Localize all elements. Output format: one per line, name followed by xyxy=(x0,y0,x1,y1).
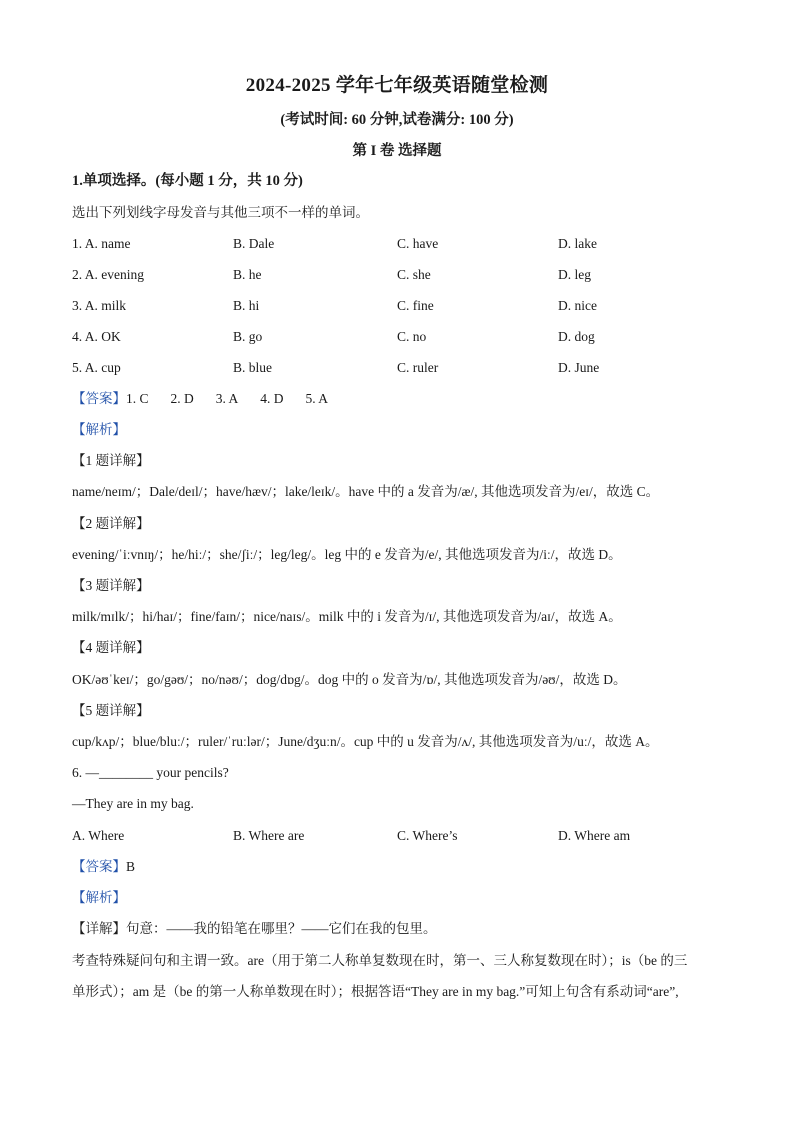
instruction: 选出下列划线字母发音与其他三项不一样的单词。 xyxy=(72,205,369,220)
option: B. Dale xyxy=(233,236,275,251)
answer-item: B xyxy=(126,859,136,874)
explanation-text: 考查特殊疑问句和主谓一致。are（用于第二人称单复数现在时，第一、三人称复数现在时）；is（be 的三 xyxy=(72,953,688,968)
option: D. Where am xyxy=(558,828,631,843)
option: C. she xyxy=(397,267,431,282)
detail-label: 【3 题详解】 xyxy=(72,578,150,593)
detail-text: milk/mɪlk/；hi/haɪ/；fine/faɪn/；nice/naɪs/。milk 中的 i 发音为/ɪ/, 其他选项发音为/aɪ/，故选 A。 xyxy=(72,609,622,624)
answer-item: 4. D xyxy=(260,391,284,406)
detail-label: 【4 题详解】 xyxy=(72,640,150,655)
answer-item: 3. A xyxy=(215,391,239,406)
detail-label: 【5 题详解】 xyxy=(72,703,150,718)
part-heading: 第 I 卷 选择题 xyxy=(352,143,442,159)
question-reply: —They are in my bag. xyxy=(72,796,194,811)
analysis-label: 【解析】 xyxy=(72,422,126,437)
detail-text: name/neɪm/；Dale/deɪl/；have/hæv/；lake/leɪk/。have 中的 a 发音为/æ/, 其他选项发音为/eɪ/，故选 C。 xyxy=(72,484,660,499)
explanation-text: 单形式）；am 是（be 的第一人称单数现在时）；根据答语“They are in my bag.”可知上句含有系动词“are”, xyxy=(72,984,679,999)
detail-text: evening/ˈiːvnɪŋ/；he/hiː/；she/ʃiː/；leg/leg/。leg 中的 e 发音为/e/, 其他选项发音为/iː/，故选 D。 xyxy=(72,547,622,562)
option: A. Where xyxy=(72,828,125,843)
analysis-label: 【解析】 xyxy=(72,890,126,905)
option: B. he xyxy=(233,267,262,282)
detail-text: 句意：——我的铅笔在哪里？——它们在我的包里。 xyxy=(126,921,437,936)
option: C. Where’s xyxy=(397,828,458,843)
option: 4. A. OK xyxy=(72,329,121,344)
detail-line xyxy=(72,920,437,938)
option: 3. A. milk xyxy=(72,298,127,313)
option: B. blue xyxy=(233,360,272,375)
detail-label: 【2 题详解】 xyxy=(72,516,150,531)
option: D. June xyxy=(558,360,600,375)
detail-text: cup/kʌp/；blue/bluː/；ruler/ˈruːlər/；June/dʒuːn/。cup 中的 u 发音为/ʌ/, 其他选项发音为/uː/，故选 A。 xyxy=(72,734,659,749)
question-stem: 6. —________ your pencils? xyxy=(72,765,229,780)
option: C. fine xyxy=(397,298,434,313)
detail-text: OK/əʊˈkeɪ/；go/gəʊ/；no/nəʊ/；dog/dɒg/。dog 中的 o 发音为/ɒ/, 其他选项发音为/əʊ/，故选 D。 xyxy=(72,672,627,687)
option: D. leg xyxy=(558,267,591,282)
answer-line xyxy=(72,858,135,876)
option: 1. A. name xyxy=(72,236,131,251)
option: D. dog xyxy=(558,329,595,344)
option: C. have xyxy=(397,236,439,251)
option: D. lake xyxy=(558,236,597,251)
answer-item: 5. A xyxy=(305,391,329,406)
page-title: 2024-2025 学年七年级英语随堂检测 xyxy=(245,75,549,96)
option: B. hi xyxy=(233,298,260,313)
answer-line xyxy=(72,390,350,408)
option: B. Where are xyxy=(233,828,305,843)
answer-label: 【答案】 xyxy=(72,859,126,874)
option: D. nice xyxy=(558,298,597,313)
option: B. go xyxy=(233,329,263,344)
exam-info: (考试时间: 60 分钟,试卷满分: 100 分) xyxy=(280,112,514,128)
option: C. ruler xyxy=(397,360,439,375)
detail-label: 【详解】 xyxy=(72,921,126,936)
option: 2. A. evening xyxy=(72,267,144,282)
option: C. no xyxy=(397,329,427,344)
section-heading: 1.单项选择。(每小题 1 分，共 10 分) xyxy=(72,173,303,189)
option: 5. A. cup xyxy=(72,360,121,375)
answer-item: 1. C xyxy=(126,391,149,406)
answer-label: 【答案】 xyxy=(72,391,126,406)
answer-item: 2. D xyxy=(170,391,194,406)
detail-label: 【1 题详解】 xyxy=(72,453,150,468)
